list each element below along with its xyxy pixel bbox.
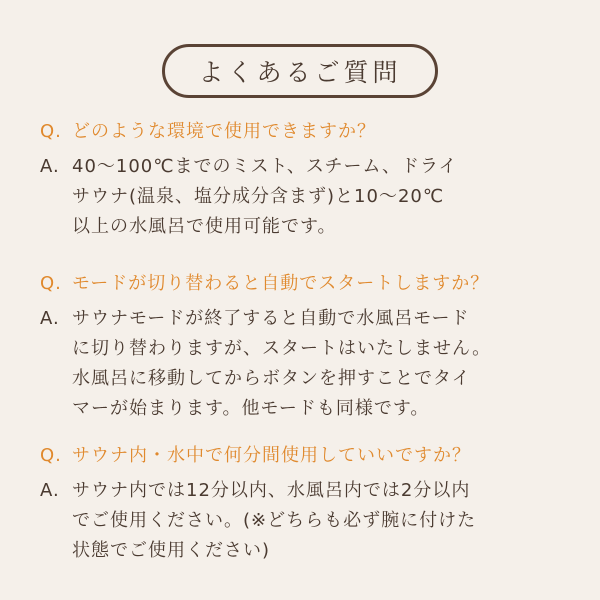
answer-prefix: A.	[40, 308, 60, 329]
faq-question	[40, 118, 570, 146]
answer-line: 以上の水風呂で使用可能です。	[72, 216, 337, 237]
faq-answer	[40, 304, 570, 424]
question-text: サウナ内・水中で何分間使用していいですか？	[72, 445, 471, 466]
question-prefix: Q.	[40, 445, 62, 466]
answer-line: 状態でご使用ください)	[72, 540, 271, 561]
faq-answer	[40, 476, 570, 566]
answer-line: サウナモードが終了すると自動で水風呂モード	[72, 308, 470, 329]
question-prefix: Q.	[40, 121, 62, 142]
faq-answer	[40, 152, 570, 242]
answer-line: 水風呂に移動してからボタンを押すことでタイ	[72, 368, 471, 389]
answer-line: に切り替わりますが、スタートはいたしません。	[72, 338, 492, 359]
faq-question	[40, 442, 570, 470]
answer-line: 40～100℃までのミスト、スチーム、ドライ	[72, 156, 458, 177]
question-prefix: Q.	[40, 273, 62, 294]
answer-line: サウナ(温泉、塩分成分含まず)と10～20℃	[72, 186, 445, 207]
faq-item-environment	[40, 118, 570, 242]
answer-prefix: A.	[40, 480, 60, 501]
faq-item-mode-switch	[40, 270, 570, 424]
answer-line: サウナ内では12分以内、水風呂内では2分以内	[72, 480, 471, 501]
answer-line: でご使用ください。(※どちらも必ず腕に付けた	[72, 510, 477, 531]
question-text: どのような環境で使用できますか？	[72, 121, 376, 142]
faq-question	[40, 270, 570, 298]
answer-prefix: A.	[40, 156, 60, 177]
faq-item-usage-time	[40, 442, 570, 566]
question-text: モードが切り替わると自動でスタートしますか？	[72, 273, 490, 294]
page-title: よくあるご質問	[162, 44, 438, 98]
answer-line: マーが始まります。他モードも同様です。	[72, 398, 430, 419]
